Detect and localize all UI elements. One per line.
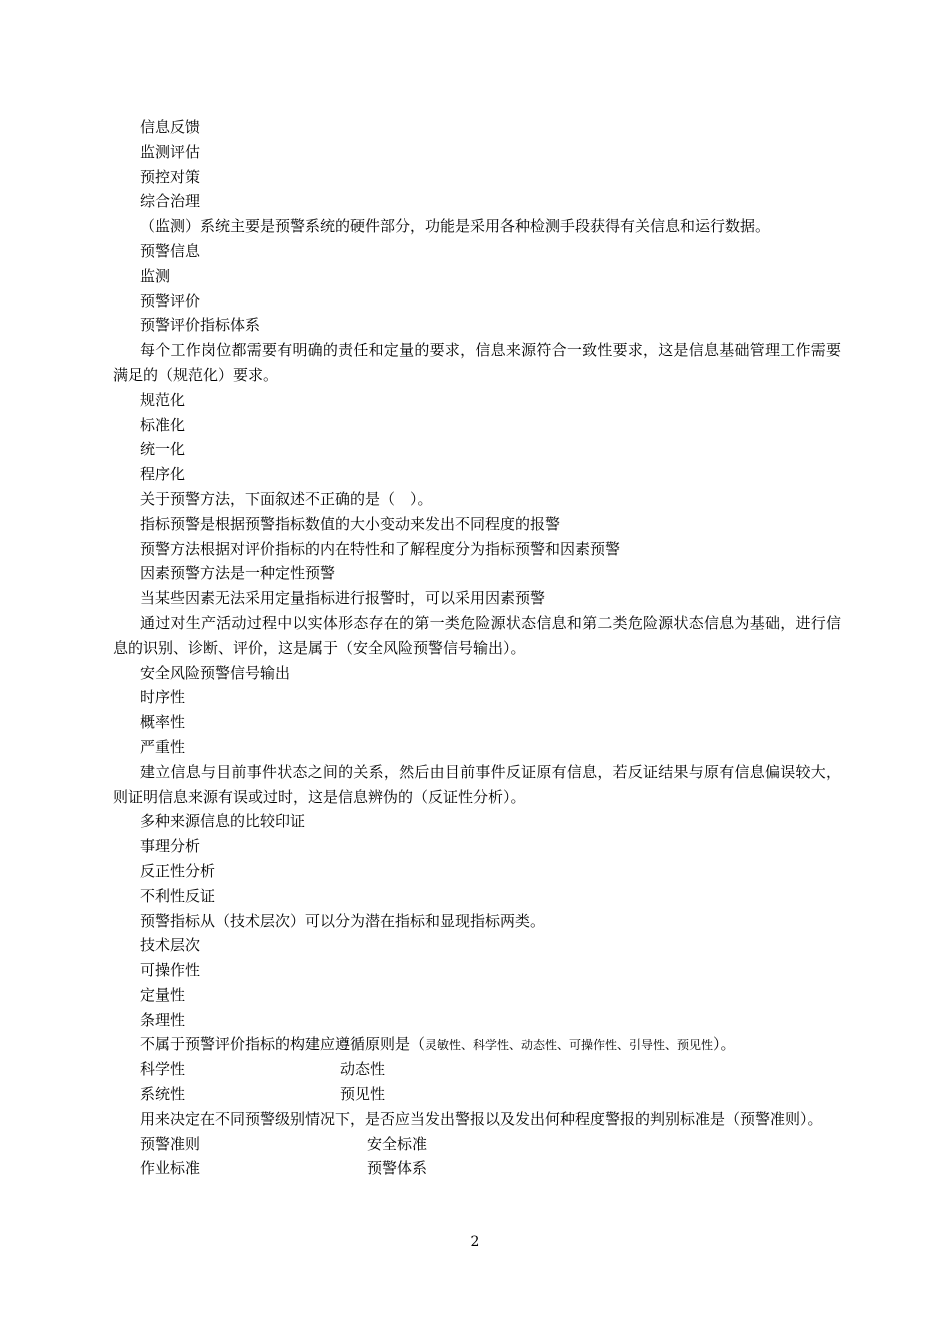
question-text: （监测）系统主要是预警系统的硬件部分，功能是采用各种检测手段获得有关信息和运行数据。 (140, 217, 771, 236)
question-stem-note: 灵敏性、科学性、动态性、可操作性、引导性、预见性 (425, 1038, 714, 1053)
option-text: 指标预警是根据预警指标数值的大小变动来发出不同程度的报警 (140, 514, 561, 533)
option-text: 事理分析 (140, 837, 201, 856)
option-text: 预警评价 (140, 291, 201, 310)
option-text: 预控对策 (140, 167, 201, 186)
option-text: 因素预警方法是一种定性预警 (140, 564, 336, 583)
option-text: 信息反馈 (140, 118, 201, 136)
question-text: 用来决定在不同预警级别情况下，是否应当发出警报以及发出何种程度警报的判别标准是（预警准则）。 (140, 1109, 823, 1128)
option-row (113, 1057, 841, 1082)
page-number: 2 (470, 1234, 480, 1250)
question-text: 预警指标从（技术层次）可以分为潜在指标和显现指标两类。 (140, 911, 546, 930)
option-text: 技术层次 (140, 936, 201, 955)
question-text: 建立信息与目前事件状态之间的关系，然后由目前事件反证原有信息，若反证结果与原有信息偏误较大，则证明信息来源有误或过时，这是信息辨伪的（反证性分析）。 (113, 762, 841, 806)
option-text: 标准化 (140, 415, 186, 434)
option-text: 动态性 (340, 1060, 386, 1079)
option-text: 规范化 (140, 390, 186, 409)
option-text: 预警方法根据对评价指标的内在特性和了解程度分为指标预警和因素预警 (140, 539, 621, 558)
option-text: 预警体系 (367, 1159, 428, 1178)
option-text: 概率性 (140, 713, 186, 732)
option-row (113, 1082, 841, 1107)
option-row (113, 1132, 841, 1157)
option-text: 综合治理 (140, 192, 201, 211)
option-text: 可操作性 (140, 961, 201, 980)
option-text: 预见性 (340, 1085, 386, 1104)
question-text: 通过对生产活动过程中以实体形态存在的第一类危险源状态信息和第二类危险源状态信息为基础，进行信息的识别、诊断、评价，这是属于（安全风险预警信号输出）。 (113, 613, 841, 657)
question-stem-end: ）。 (713, 1035, 736, 1054)
option-text: 当某些因素无法采用定量指标进行报警时，可以采用因素预警 (140, 589, 546, 608)
option-text: 定量性 (140, 985, 186, 1004)
question-text (113, 1032, 841, 1057)
option-text: 多种来源信息的比较印证 (140, 812, 306, 831)
option-text: 预警评价指标体系 (140, 316, 261, 335)
option-text: 系统性 (140, 1085, 186, 1104)
option-text: 严重性 (140, 737, 186, 756)
option-text: 不利性反证 (140, 886, 216, 905)
option-text: 统一化 (140, 440, 186, 459)
option-text: 科学性 (140, 1060, 186, 1079)
option-text: 程序化 (140, 465, 186, 484)
option-text: 监测评估 (140, 142, 201, 161)
page-content (113, 115, 841, 1181)
option-text: 预警准则 (140, 1134, 201, 1153)
option-text: 反正性分析 (140, 861, 216, 880)
question-text: 每个工作岗位都需要有明确的责任和定量的要求，信息来源符合一致性要求，这是信息基础管理工作需要满足的（规范化）要求。 (113, 341, 841, 384)
option-text: 安全风险预警信号输出 (140, 663, 291, 682)
question-text: 关于预警方法，下面叙述不正确的是（ ）。 (140, 489, 433, 508)
option-text: 时序性 (140, 688, 186, 707)
option-text: 条理性 (140, 1010, 186, 1029)
option-text: 预警信息 (140, 241, 201, 260)
option-text: 监测 (140, 266, 171, 285)
option-row (113, 1156, 841, 1181)
option-text: 安全标准 (367, 1134, 428, 1153)
question-stem: 不属于预警评价指标的构建应遵循原则是（ (140, 1035, 426, 1054)
option-text: 作业标准 (140, 1159, 201, 1178)
